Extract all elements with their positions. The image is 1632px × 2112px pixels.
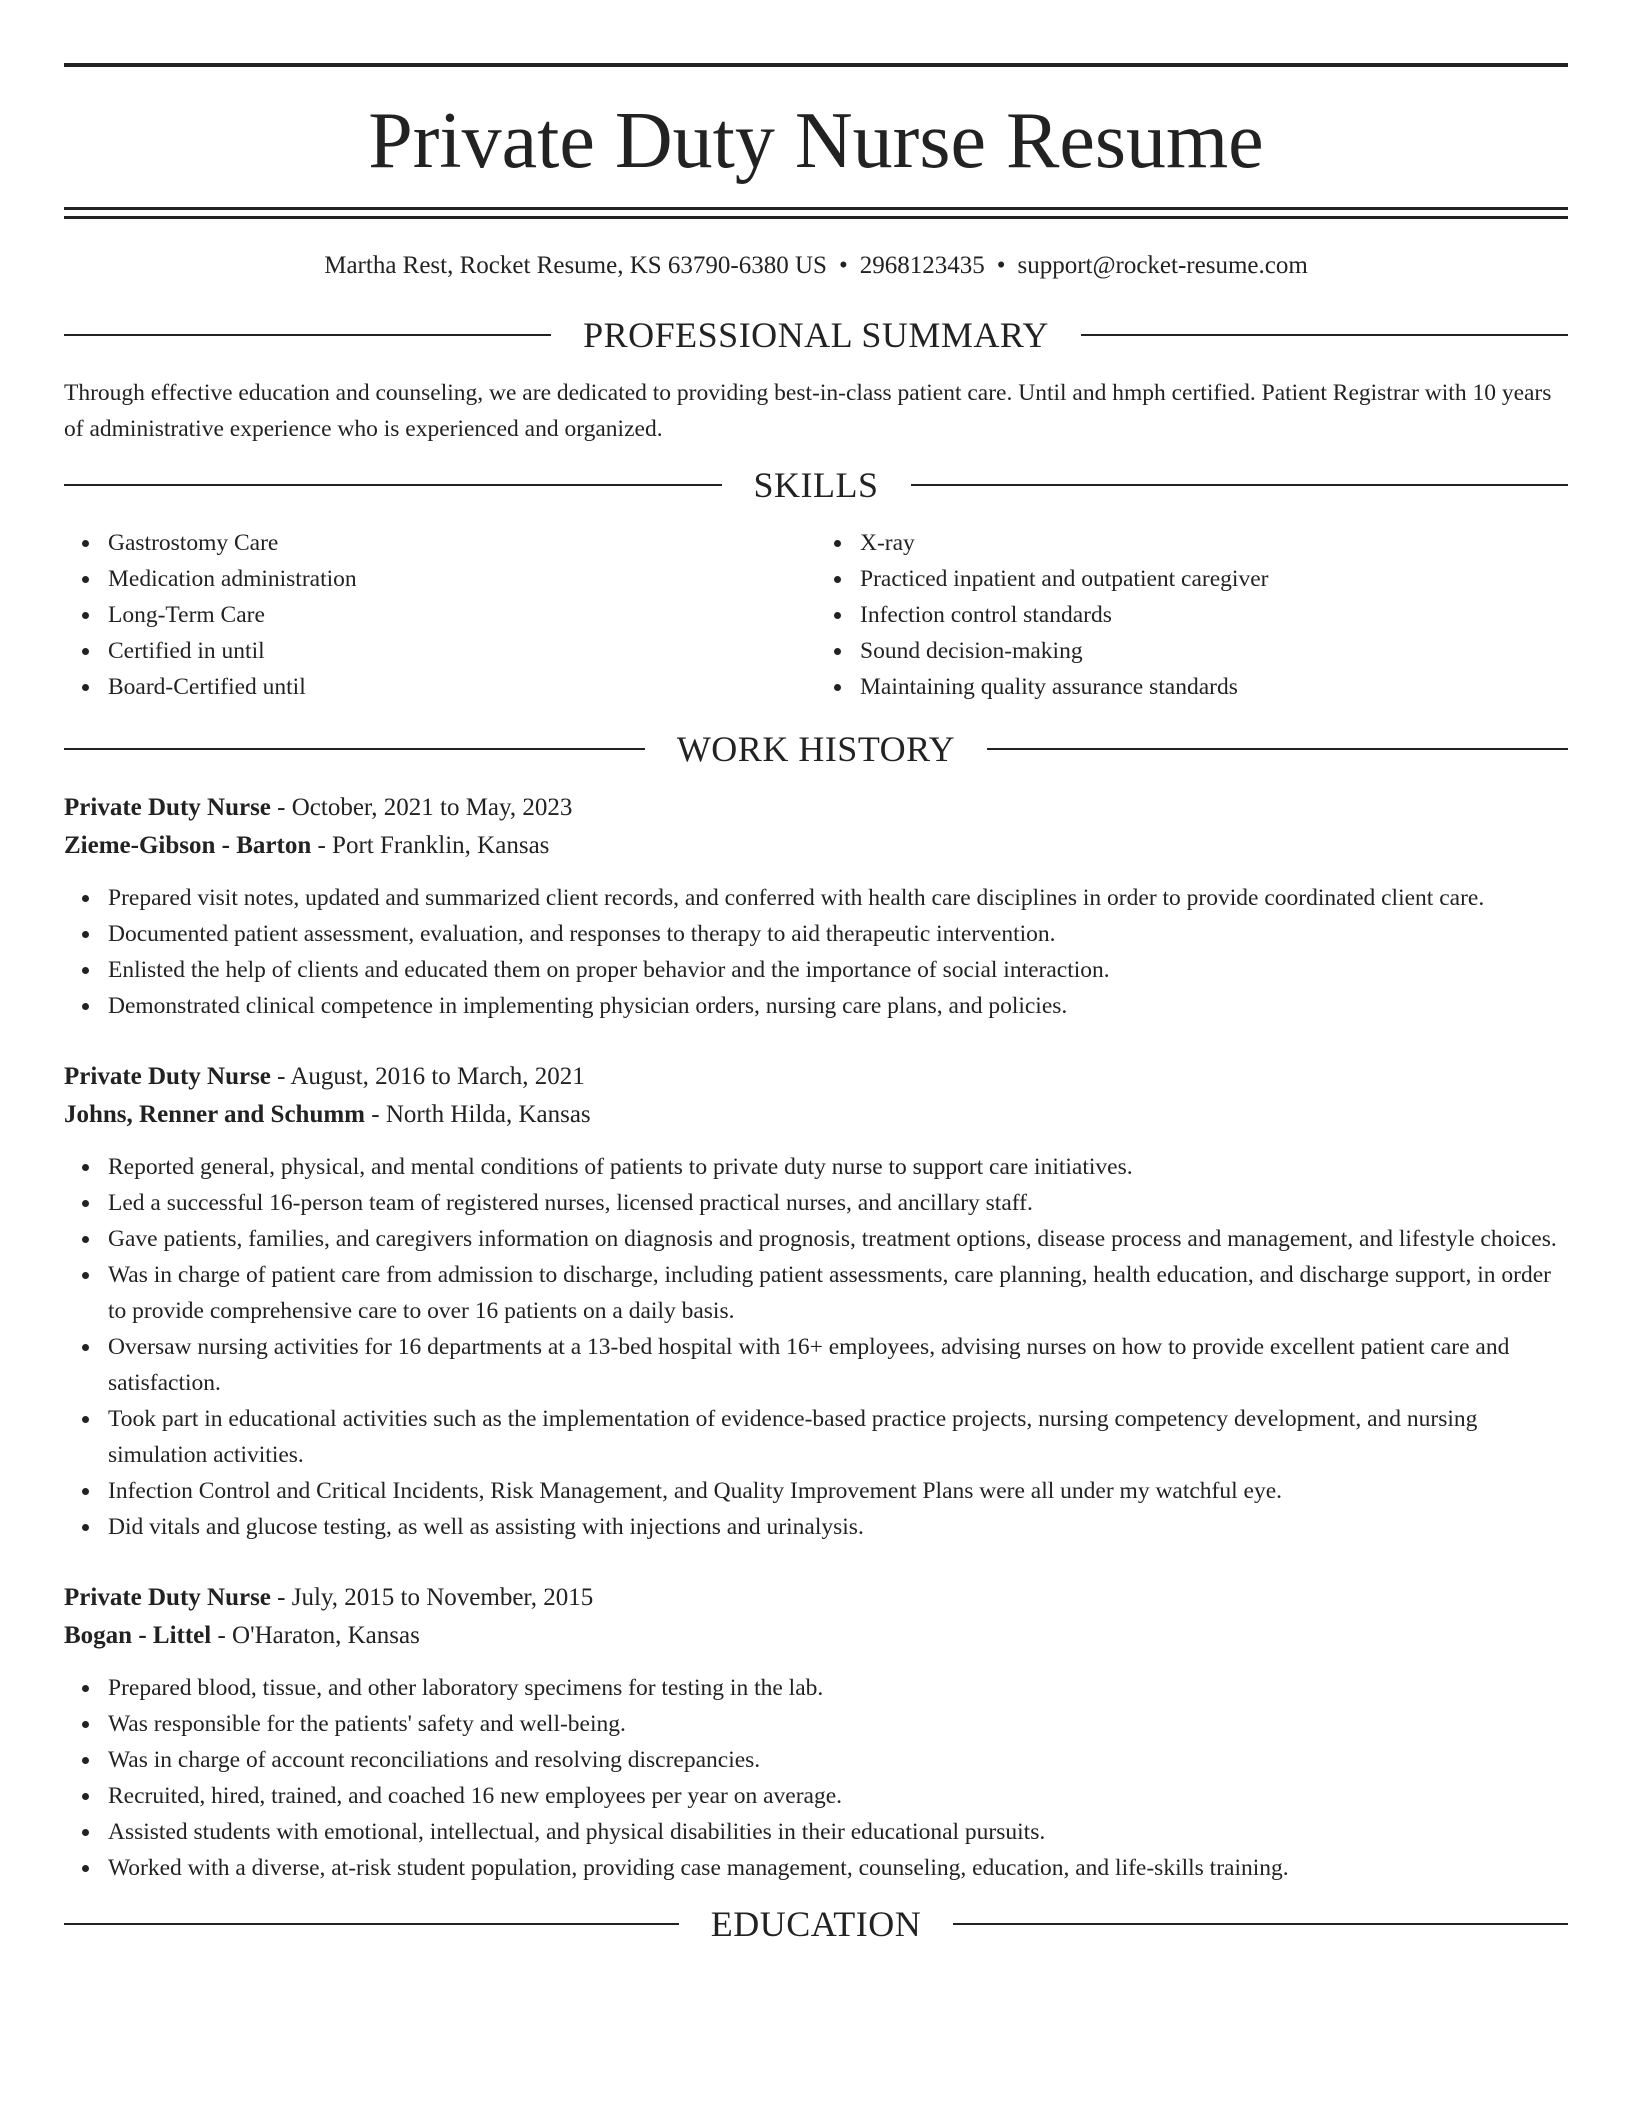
summary-text: Through effective education and counseling, we are dedicated to providing best-in-class patient care. Until and hmph certified. Patient Registrar with 10 years of administrative experience who is experienced and organized.	[64, 380, 1552, 442]
job-bullets	[64, 1149, 1568, 1545]
section-rule	[64, 1923, 679, 1925]
job-entry	[64, 1579, 1568, 1886]
job-bullet: Documented patient assessment, evaluation, and responses to therapy to aid therapeutic intervention.	[108, 916, 1568, 952]
section-rule	[1081, 334, 1568, 336]
skill-item: Board-Certified until	[108, 669, 816, 705]
job-bullet: Was in charge of account reconciliations and resolving discrepancies.	[108, 1742, 1568, 1778]
section-header-summary	[64, 315, 1568, 355]
job-title-line	[64, 789, 1568, 827]
job-bullet: Led a successful 16-person team of registered nurses, licensed practical nurses, and ancillary staff.	[108, 1185, 1568, 1221]
skill-item: X-ray	[860, 525, 1568, 561]
section-rule	[953, 1923, 1568, 1925]
job-bullet: Prepared blood, tissue, and other laboratory specimens for testing in the lab.	[108, 1670, 1568, 1706]
job-title-line	[64, 1058, 1568, 1096]
job-dates: - July, 2015 to November, 2015	[270, 1584, 594, 1611]
job-bullets	[64, 880, 1568, 1024]
job-bullet: Oversaw nursing activities for 16 departments at a 13-bed hospital with 16+ employees, advising nurses on how to provide excellent patient care and satisfaction.	[108, 1329, 1568, 1401]
job-company-line	[64, 1617, 1568, 1655]
job-bullet: Did vitals and glucose testing, as well as assisting with injections and urinalysis.	[108, 1509, 1568, 1545]
skill-item: Certified in until	[108, 633, 816, 669]
job-dates: - October, 2021 to May, 2023	[270, 794, 573, 821]
job-company: Zieme-Gibson - Barton	[64, 832, 312, 859]
job-bullet: Gave patients, families, and caregivers information on diagnosis and prognosis, treatment options, disease process and management, and lifestyle choices.	[108, 1221, 1568, 1257]
job-location: - Port Franklin, Kansas	[311, 832, 550, 859]
skills-list	[64, 525, 1568, 705]
contact-line	[64, 251, 1568, 281]
job-bullet: Assisted students with emotional, intellectual, and physical disabilities in their educational pursuits.	[108, 1814, 1568, 1850]
section-title-summary: PROFESSIONAL SUMMARY	[583, 315, 1049, 355]
skills-column-right	[816, 525, 1568, 705]
title-double-rule	[64, 207, 1568, 219]
skills-column-left	[64, 525, 816, 705]
section-header-education	[64, 1904, 1568, 1944]
job-bullet: Was in charge of patient care from admission to discharge, including patient assessments, care planning, health education, and discharge support, in order to provide comprehensive care to over 16 patients on a daily basis.	[108, 1257, 1568, 1329]
contact-email: support@rocket-resume.com	[1017, 252, 1308, 279]
section-rule	[64, 334, 551, 336]
job-company: Johns, Renner and Schumm	[64, 1101, 366, 1128]
section-rule	[987, 748, 1568, 750]
resume-page	[64, 0, 1568, 1944]
job-bullet: Recruited, hired, trained, and coached 16 new employees per year on average.	[108, 1778, 1568, 1814]
job-bullet: Demonstrated clinical competence in implementing physician orders, nursing care plans, and policies.	[108, 988, 1568, 1024]
contact-separator: •	[838, 252, 848, 279]
job-company: Bogan - Littel	[64, 1622, 212, 1649]
job-location: - O'Haraton, Kansas	[211, 1622, 420, 1649]
job-title-line	[64, 1579, 1568, 1617]
section-rule	[64, 484, 722, 486]
job-title: Private Duty Nurse	[64, 1063, 271, 1090]
job-bullets	[64, 1670, 1568, 1886]
contact-address: Martha Rest, Rocket Resume, KS 63790-6380 US	[324, 252, 827, 279]
contact-phone: 2968123435	[859, 252, 985, 279]
skill-item: Long-Term Care	[108, 597, 816, 633]
skill-item: Medication administration	[108, 561, 816, 597]
skill-item: Maintaining quality assurance standards	[860, 669, 1568, 705]
job-bullet: Infection Control and Critical Incidents, Risk Management, and Quality Improvement Plans were all under my watchful eye.	[108, 1473, 1568, 1509]
skill-item: Gastrostomy Care	[108, 525, 816, 561]
job-bullet: Worked with a diverse, at-risk student population, providing case management, counseling, education, and life-skills training.	[108, 1850, 1568, 1886]
section-header-skills	[64, 465, 1568, 505]
job-title: Private Duty Nurse	[64, 1584, 271, 1611]
section-title-work: WORK HISTORY	[676, 729, 956, 769]
job-dates: - August, 2016 to March, 2021	[270, 1063, 585, 1090]
job-location: - North Hilda, Kansas	[365, 1101, 591, 1128]
job-bullet: Enlisted the help of clients and educated them on proper behavior and the importance of social interaction.	[108, 952, 1568, 988]
job-company-line	[64, 827, 1568, 865]
job-bullet: Was responsible for the patients' safety and well-being.	[108, 1706, 1568, 1742]
job-entry	[64, 1058, 1568, 1545]
skill-item: Infection control standards	[860, 597, 1568, 633]
section-header-work	[64, 729, 1568, 769]
job-bullet: Prepared visit notes, updated and summarized client records, and conferred with health care disciplines in order to provide coordinated client care.	[108, 880, 1568, 916]
section-rule	[64, 748, 645, 750]
contact-separator: •	[996, 252, 1006, 279]
job-bullet: Took part in educational activities such as the implementation of evidence-based practice projects, nursing competency development, and nursing simulation activities.	[108, 1401, 1568, 1473]
job-company-line	[64, 1096, 1568, 1134]
job-title: Private Duty Nurse	[64, 794, 271, 821]
section-title-education: EDUCATION	[710, 1904, 922, 1944]
skill-item: Sound decision-making	[860, 633, 1568, 669]
section-rule	[911, 484, 1569, 486]
resume-title: Private Duty Nurse Resume	[368, 97, 1264, 185]
job-entry	[64, 789, 1568, 1024]
skill-item: Practiced inpatient and outpatient caregiver	[860, 561, 1568, 597]
section-title-skills: SKILLS	[753, 465, 879, 505]
job-bullet: Reported general, physical, and mental conditions of patients to private duty nurse to support care initiatives.	[108, 1149, 1568, 1185]
